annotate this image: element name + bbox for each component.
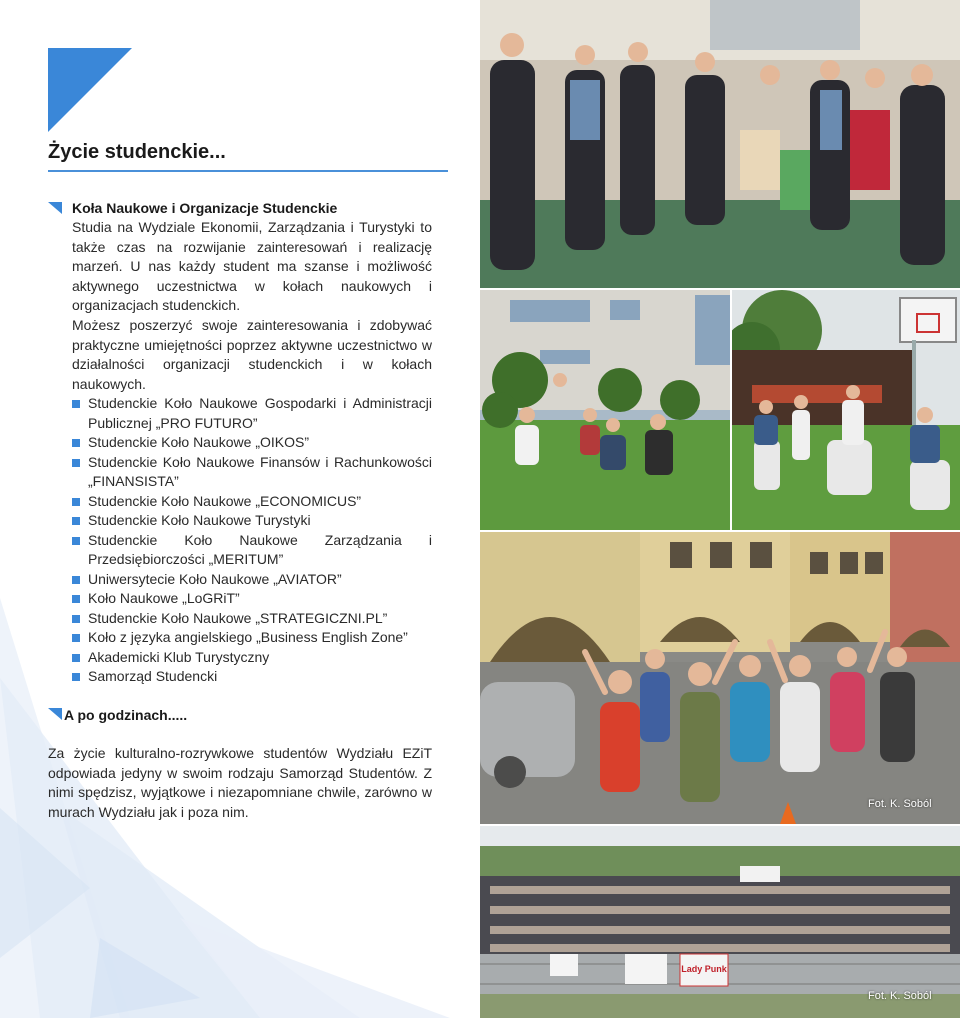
- logo-triangle-icon: [48, 48, 132, 132]
- list-item: Studenckie Koło Naukowe Finansów i Rachunkowości „FINANSISTA”: [72, 453, 432, 492]
- photo-group-indoor: [480, 0, 960, 288]
- photo-students-grass: [480, 290, 730, 530]
- bullet-square-icon: [72, 498, 80, 506]
- list-item: Studenckie Koło Naukowe Gospodarki i Administracji Publicznej „PRO FUTURO”: [72, 394, 432, 433]
- list-item: Samorząd Studencki: [72, 667, 432, 687]
- after-hours-paragraph: Za życie kulturalno-rozrywkowe studentów Wydziału EZiT odpowiada jedyny w swoim rodzaju Samorząd Studentów. Z nimi spędzisz, wyjątkowe i niezapomniane chwile, zarówno w murach Wydziału jak i poza nim.: [48, 745, 432, 820]
- bullet-square-icon: [72, 439, 80, 447]
- page-title: Życie studenckie...: [48, 141, 448, 172]
- list-item: Studenckie Koło Naukowe Zarządzania i Przedsiębiorczości „MERITUM”: [72, 531, 432, 570]
- photo-town-square-crowd: [480, 532, 960, 824]
- bullet-square-icon: [72, 654, 80, 662]
- bullet-square-icon: [72, 517, 80, 525]
- photo-credit: Fot. K. Soból: [868, 990, 932, 1002]
- intro-paragraph: Studia na Wydziale Ekonomii, Zarządzania i Turystyki to także czas na rozwijanie zainteresowań i realizację marzeń. U nas każdy student ma szanse i możliwość aktywnego uczestnictwa w kołach naukowych i organizacjach studenckich.: [72, 219, 432, 313]
- banner-text: Lady Punk: [681, 964, 727, 974]
- bullet-square-icon: [72, 537, 80, 545]
- section-marker-icon: [48, 202, 62, 214]
- list-item: Studenckie Koło Naukowe Turystyki: [72, 511, 432, 531]
- bullet-square-icon: [72, 400, 80, 408]
- bullet-square-icon: [72, 595, 80, 603]
- bullet-square-icon: [72, 673, 80, 681]
- interests-paragraph: Możesz poszerzyć swoje zainteresowania i zdobywać praktyczne umiejętności poprzez aktywne uczestnictwo w działalności organizacji studenckich i w kołach naukowych.: [72, 317, 432, 392]
- bullet-square-icon: [72, 615, 80, 623]
- list-item: Uniwersytecie Koło Naukowe „AVIATOR”: [72, 570, 432, 590]
- list-item: Koło z języka angielskiego „Business English Zone”: [72, 628, 432, 648]
- organizations-list: [72, 394, 432, 687]
- bullet-square-icon: [72, 634, 80, 642]
- list-item: Studenckie Koło Naukowe „STRATEGICZNI.PL”: [72, 609, 432, 629]
- bullet-square-icon: [72, 576, 80, 584]
- list-item: Studenckie Koło Naukowe „OIKOS”: [72, 433, 432, 453]
- list-item: Akademicki Klub Turystyczny: [72, 648, 432, 668]
- section-heading-clubs: Koła Naukowe i Organizacje Studenckie: [72, 200, 338, 216]
- list-item: Studenckie Koło Naukowe „ECONOMICUS”: [72, 492, 432, 512]
- section-heading-after-hours: A po godzinach.....: [64, 707, 188, 723]
- bullet-square-icon: [72, 459, 80, 467]
- photo-sack-race: [732, 290, 960, 530]
- list-item: Koło Naukowe „LoGRiT”: [72, 589, 432, 609]
- section-marker-icon: [48, 708, 62, 720]
- photo-credit: Fot. K. Soból: [868, 798, 932, 810]
